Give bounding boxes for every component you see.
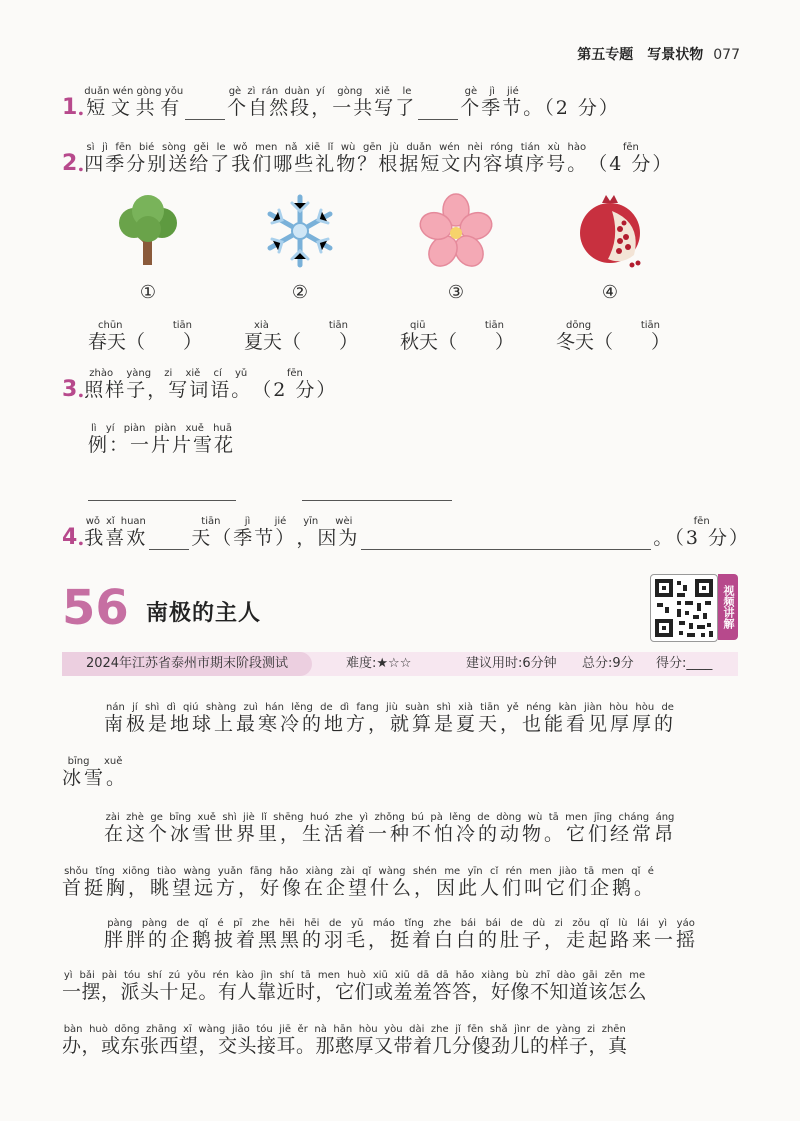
question-score: 。（2 分） bbox=[523, 97, 620, 119]
lesson-title: 南极的主人 bbox=[146, 601, 262, 626]
qr-code-icon[interactable] bbox=[650, 574, 718, 642]
video-tag[interactable]: 视频讲解 bbox=[718, 574, 738, 640]
question-text: 四季分别送给了我们哪些礼物？根据短文内容填序号。sì jì fēn bié sòng gěi le wǒ men nǎ xiē lǐ wù gēn jù duǎn wén nèi róng tián xù hào bbox=[84, 142, 589, 175]
answer-blank[interactable] bbox=[149, 529, 189, 550]
passage-line: 首挺胸，眺望远方，好像在企望什么，因此人们叫它们企鹅。shǒu tǐng xiōng tiào wàng yuǎn fāng hǎo xiàng zài qǐ wàng shén me yīn cǐ rén men jiào tā men qǐ é bbox=[62, 866, 657, 899]
passage-line: 一摆，派头十足。有人靠近时，它们或羞羞答答，好像不知道该怎么yì bǎi pài tóu shí zú yǒu rén kào jìn shí tā men huò xiū xiū dā dā hǎo xiàng bù zhī dào gāi zěn me bbox=[62, 970, 648, 1003]
answer-blank[interactable] bbox=[361, 529, 651, 550]
question-number: 3 bbox=[62, 377, 78, 402]
question-number: 4 bbox=[62, 525, 78, 550]
question-text: 天（季节）tiān jì jié bbox=[191, 516, 297, 549]
time-label: 建议用时:6分钟 bbox=[466, 656, 557, 671]
passage-line: 南极是地球上最寒冷的地方，就算是夏天，也能看见厚厚的nán jí shì dì qiú shàng zuì hán lěng de dì fang jiù suàn shì xià tiān yě néng kàn jiàn hòu hòu de bbox=[104, 702, 677, 735]
question-score: 。（3 分）fēn bbox=[653, 516, 750, 549]
question-text: 短文共有duǎn wén gòng yǒu bbox=[84, 86, 184, 119]
picture-label: ② bbox=[291, 282, 309, 303]
question-number: 2 bbox=[62, 151, 78, 176]
picture-label: ① bbox=[139, 282, 157, 303]
lesson-number: 56 bbox=[62, 580, 129, 636]
question-text: 个季节gè jì jié bbox=[460, 86, 524, 119]
page-header bbox=[577, 44, 740, 64]
pomegranate-icon bbox=[572, 193, 648, 269]
passage-line: 胖胖的企鹅披着黑黑的羽毛，挺着白白的肚子，走起路来一摇pàng pàng de qǐ é pī zhe hēi hēi de yǔ máo tǐng zhe bái bái de dù zi zǒu qǐ lù lái yì yáo bbox=[104, 918, 699, 951]
snowflake-icon bbox=[262, 193, 338, 269]
answer-line[interactable] bbox=[88, 500, 236, 501]
flower-icon bbox=[418, 193, 494, 269]
picture-label: ④ bbox=[601, 282, 619, 303]
passage-line: 在这个冰雪世界里，生活着一种不怕冷的动物。它们经常昂zài zhè ge bīng xuě shì jiè lǐ shēng huó zhe yì zhǒng bú pà lěng de dòng wù tā men jīng cháng áng bbox=[104, 812, 677, 845]
difficulty-label: 难度:★☆☆ bbox=[346, 656, 412, 671]
passage-line: 冰雪。bīng xuě bbox=[62, 756, 129, 789]
chapter-title: 第五专题 写景状物 bbox=[577, 47, 704, 63]
picture-label: ③ bbox=[447, 282, 465, 303]
question-text: 个自然段gè zì rán duàn bbox=[227, 86, 312, 119]
total-score-label: 总分:9分 bbox=[582, 656, 634, 671]
question-3: 3 . 照样子，写词语。zhào yàng zi xiě cí yǔ （2 分）fēn bbox=[62, 368, 338, 402]
question-text: 我喜欢wǒ xǐ huan bbox=[84, 516, 148, 549]
season-winter[interactable]: 冬天（ ）dōng tiān bbox=[556, 320, 671, 353]
answer-line[interactable] bbox=[302, 500, 452, 501]
example-text: 例：一片片雪花lì yí piàn piàn xuě huā bbox=[88, 423, 236, 456]
source-label: 2024年江苏省泰州市期末阶段测试 bbox=[62, 652, 312, 676]
score-label: 得分:____ bbox=[656, 656, 713, 671]
page-number: 077 bbox=[713, 47, 740, 63]
tree-icon bbox=[110, 193, 186, 269]
season-spring[interactable]: 春天（ ）chūn tiān bbox=[88, 320, 203, 353]
info-bar bbox=[62, 652, 738, 676]
question-score: （4 分）fēn bbox=[588, 142, 674, 175]
answer-blank[interactable] bbox=[418, 99, 458, 120]
question-text: ，因为yīn wèi bbox=[296, 516, 360, 549]
question-number: 1 bbox=[62, 95, 78, 120]
season-autumn[interactable]: 秋天（ ）qiū tiān bbox=[400, 320, 515, 353]
passage-line: 办，或东张西望，交头接耳。那憨厚又带着几分傻劲儿的样子，真bàn huò dōng zhāng xī wàng jiāo tóu jiē ěr nà hān hòu yòu dài zhe jǐ fēn shǎ jìnr de yàng zi zhēn bbox=[62, 1024, 628, 1057]
question-text: ，一共写了yí gòng xiě le bbox=[311, 86, 417, 119]
season-summer[interactable]: 夏天（ ）xià tiān bbox=[244, 320, 359, 353]
answer-blank[interactable] bbox=[185, 99, 225, 120]
question-text: 照样子，写词语。zhào yàng zi xiě cí yǔ bbox=[84, 368, 253, 401]
question-4: 4 . 我喜欢wǒ xǐ huan 天（季节）tiān jì jié ，因为yīn wèi 。（3 分）fēn bbox=[62, 516, 750, 550]
question-1: 1 . 短文共有duǎn wén gòng yǒu 个自然段gè zì rán duàn ，一共写了yí gòng xiě le 个季节gè jì jié 。（2 分） bbox=[62, 86, 620, 120]
question-2: 2 . 四季分别送给了我们哪些礼物？根据短文内容填序号。sì jì fēn bié sòng gěi le wǒ men nǎ xiē lǐ wù gēn jù duǎn wén nèi róng tián xù hào （4 分）fēn bbox=[62, 142, 674, 176]
question-score: （2 分）fēn bbox=[252, 368, 338, 401]
